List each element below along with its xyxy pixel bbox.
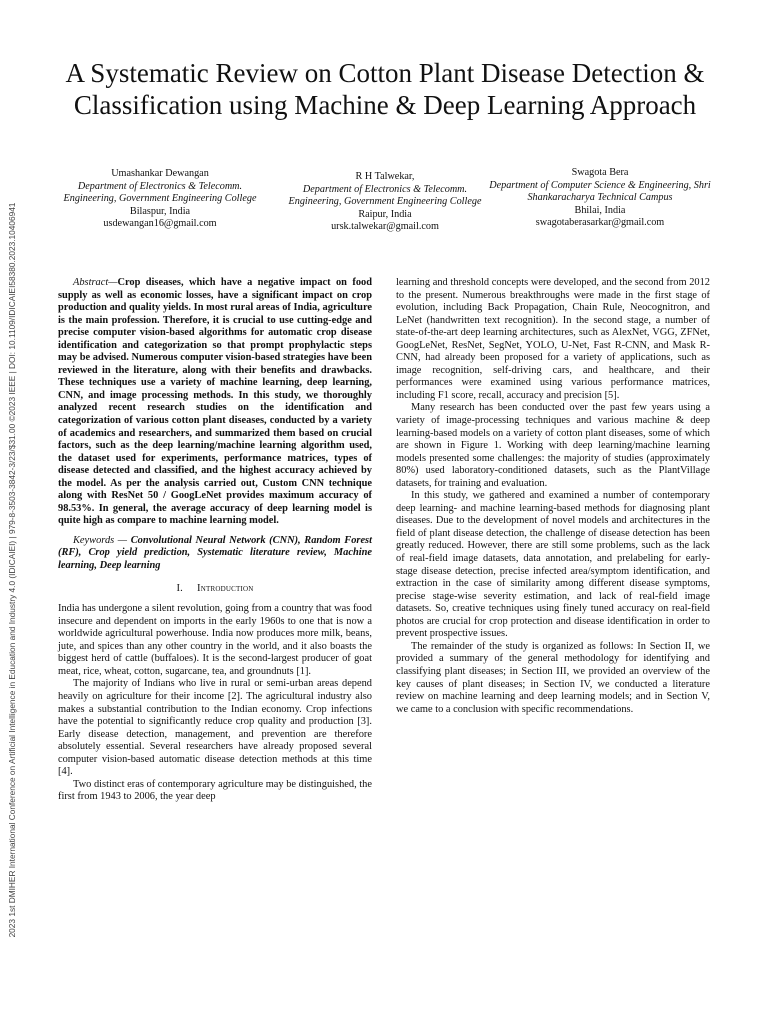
author-2 bbox=[285, 171, 485, 234]
author-email: ursk.talwekar@gmail.com bbox=[331, 221, 439, 233]
body-paragraph: In this study, we gathered and examined a number of contemporary deep learning- and machine learning-based methods for diagnosing plant diseases. Due to the development of novel models and architectures in the field of plant disease detection, the challenge of disease detection has been greatly reduced. However, there are still some problems, such as the lack of real-field image datasets, data annotation, and prelabeling for early-stage disease detection, precise infected area/symptom identification, and extraction in the case of similarity among different disease symptoms, precise stage-wise severity estimation, and lack of real-field image datasets. So, creative techniques using finely tuned accuracy on real-field photos are crucial for crop protection and disease identification in order to prevent prospective issues. bbox=[396, 490, 710, 640]
conference-doi-strip bbox=[4, 160, 20, 980]
left-column bbox=[58, 277, 372, 804]
keywords-lead: Keywords — bbox=[73, 534, 131, 546]
body-paragraph: Two distinct eras of contemporary agriculture may be distinguished, the first from 1943 to 2006, the year deep bbox=[58, 778, 372, 803]
body-paragraph: The majority of Indians who live in rural or semi-urban areas depend heavily on agriculture for their income [2]. The agricultural industry also makes a substantial contribution to the Indian economy. Crop infections have the potential to significantly reduce crop quality and production [3]. Early disease detection, management, and prevention are therefore absolutely essential. Several researchers have already proposed several computer vision-based automatic disease detection methods at this time [4]. bbox=[58, 678, 372, 778]
author-affiliation: Department of Electronics & Telecomm. Engineering, Government Engineering College bbox=[288, 183, 482, 208]
author-1 bbox=[60, 168, 260, 231]
author-location: Bhilai, India bbox=[574, 204, 626, 216]
section-heading-introduction bbox=[58, 583, 372, 596]
author-block bbox=[0, 167, 768, 247]
keywords bbox=[58, 535, 372, 573]
author-3 bbox=[488, 167, 712, 230]
section-title-rest: ntroduction bbox=[200, 582, 254, 594]
abstract bbox=[58, 277, 372, 528]
author-affiliation: Department of Electronics & Telecomm. Engineering, Government Engineering College bbox=[63, 180, 257, 205]
body-paragraph: India has undergone a silent revolution, going from a country that was food insecure and dependent on imports in the early 1960s to one that is now a worldwide agricultural powerhouse. India now produces more milk, beans, jute, and spices than any other country in the world, and it also boasts the biggest herd of cattle (buffaloes). It is the second-largest producer of goat meat, rice, wheat, cotton, sugarcane, tea, and groundnuts [1]. bbox=[58, 603, 372, 677]
author-name: Umashankar Dewangan bbox=[111, 168, 209, 179]
body-paragraph: learning and threshold concepts were developed, and the second from 2012 to the present. Numerous breakthroughs were made in the first stage of evolution, including Back Propagation, Chain Rule, Neocognitron, and LeNet (handwritten text recognition). In the second stage, a number of state-of-the-art deep learning architectures, such as AlexNet, VGG, ZFNet, GoogLeNet, ResNet, SegNet, YOLO, U-Net, Fast R-CNN, and Mask R-CNN, had already been proposed for a variety of applications, such as image recognition, self-driving cars, and healthcare, and their performances were examined using various performance matrices, including F1 score, recall, accuracy and precision [5]. bbox=[396, 277, 710, 401]
right-column bbox=[396, 277, 710, 716]
abstract-lead: Abstract— bbox=[73, 277, 118, 288]
section-number: I. bbox=[176, 582, 184, 594]
author-affiliation: Department of Computer Science & Engineering, Shri Shankaracharya Technical Campus bbox=[489, 179, 711, 204]
conference-doi-text: 2023 1st DMIHER International Conference on Artificial Intelligence in Education and Industry 4.0 (IDICAIEI) | 979-8-3503-3842-3/23/$31.00 ©2023 IEEE | DOI: 10.1109/IDICAIEI58380.2023.10406941 bbox=[7, 202, 17, 938]
author-name: Swagota Bera bbox=[571, 167, 629, 178]
author-location: Raipur, India bbox=[358, 208, 412, 220]
body-paragraph: Many research has been conducted over the past few years using a variety of image-processing techniques and various machine & deep learning-based models on a variety of cotton plant diseases, some of which are shown in Figure 1. Working with deep learning/machine learning models presented some challenges: the majority of studies (approximately 80%) used laboratory-conditioned datasets, such as the PlantVillage datasets, for training and evaluation. bbox=[396, 402, 710, 489]
author-email: usdewangan16@gmail.com bbox=[103, 218, 217, 230]
paper-title: A Systematic Review on Cotton Plant Disease Detection & Classification using Machine & Deep Learning Approach bbox=[65, 58, 705, 120]
author-location: Bilaspur, India bbox=[129, 205, 191, 217]
keywords-text: Convolutional Neural Network (CNN), Random Forest (RF), Crop yield prediction, Systematic literature review, Machine learning, Deep learning bbox=[58, 534, 372, 572]
section-title-initial: I bbox=[197, 582, 201, 594]
abstract-text: Crop diseases, which have a negative impact on food supply as well as economic losses, have a significant impact on crop production and quality yields. In most rural areas of India, agriculture is the main profession. Therefore, it is crucial to use cutting-edge and precise computer vision-based algorithms for automatic crop disease identification and categorization so that prompt prophylactic steps may be advised. Numerous computer vision-based strategies have been reviewed in the literature, along with their benefits and drawbacks. These techniques use a variety of machine learning, deep learning, CNN, and image processing methods. In this study, we thoroughly analyzed recent research studies on the identification and categorization of various cotton plant diseases, conducted by a variety of academics and researchers, and summarized them based on crucial factors, such as the deep learning/machine learning algorithm used, the dataset used for experiments, performance matrices, types of disease detected and classified, and the highest accuracy achieved by the model. As per the analysis carried out, Custom CNN technique along with ResNet 50 / GoogLeNet provides maximum accuracy of 98.53%. In general, the average accuracy of deep learning model is quite high as compare to machine learning model. bbox=[58, 277, 372, 527]
body-paragraph: The remainder of the study is organized as follows: In Section II, we provided a summary of the general methodology for identifying and classifying plant diseases; in Section III, we provided an overview of the key causes of plant diseases; in Section IV, we conducted a literature review on machine learning and deep learning models; and in Section V, we came to a conclusion with specific recommendations. bbox=[396, 640, 710, 715]
author-name: R H Talwekar, bbox=[355, 171, 415, 182]
author-email: swagotaberasarkar@gmail.com bbox=[535, 217, 665, 229]
